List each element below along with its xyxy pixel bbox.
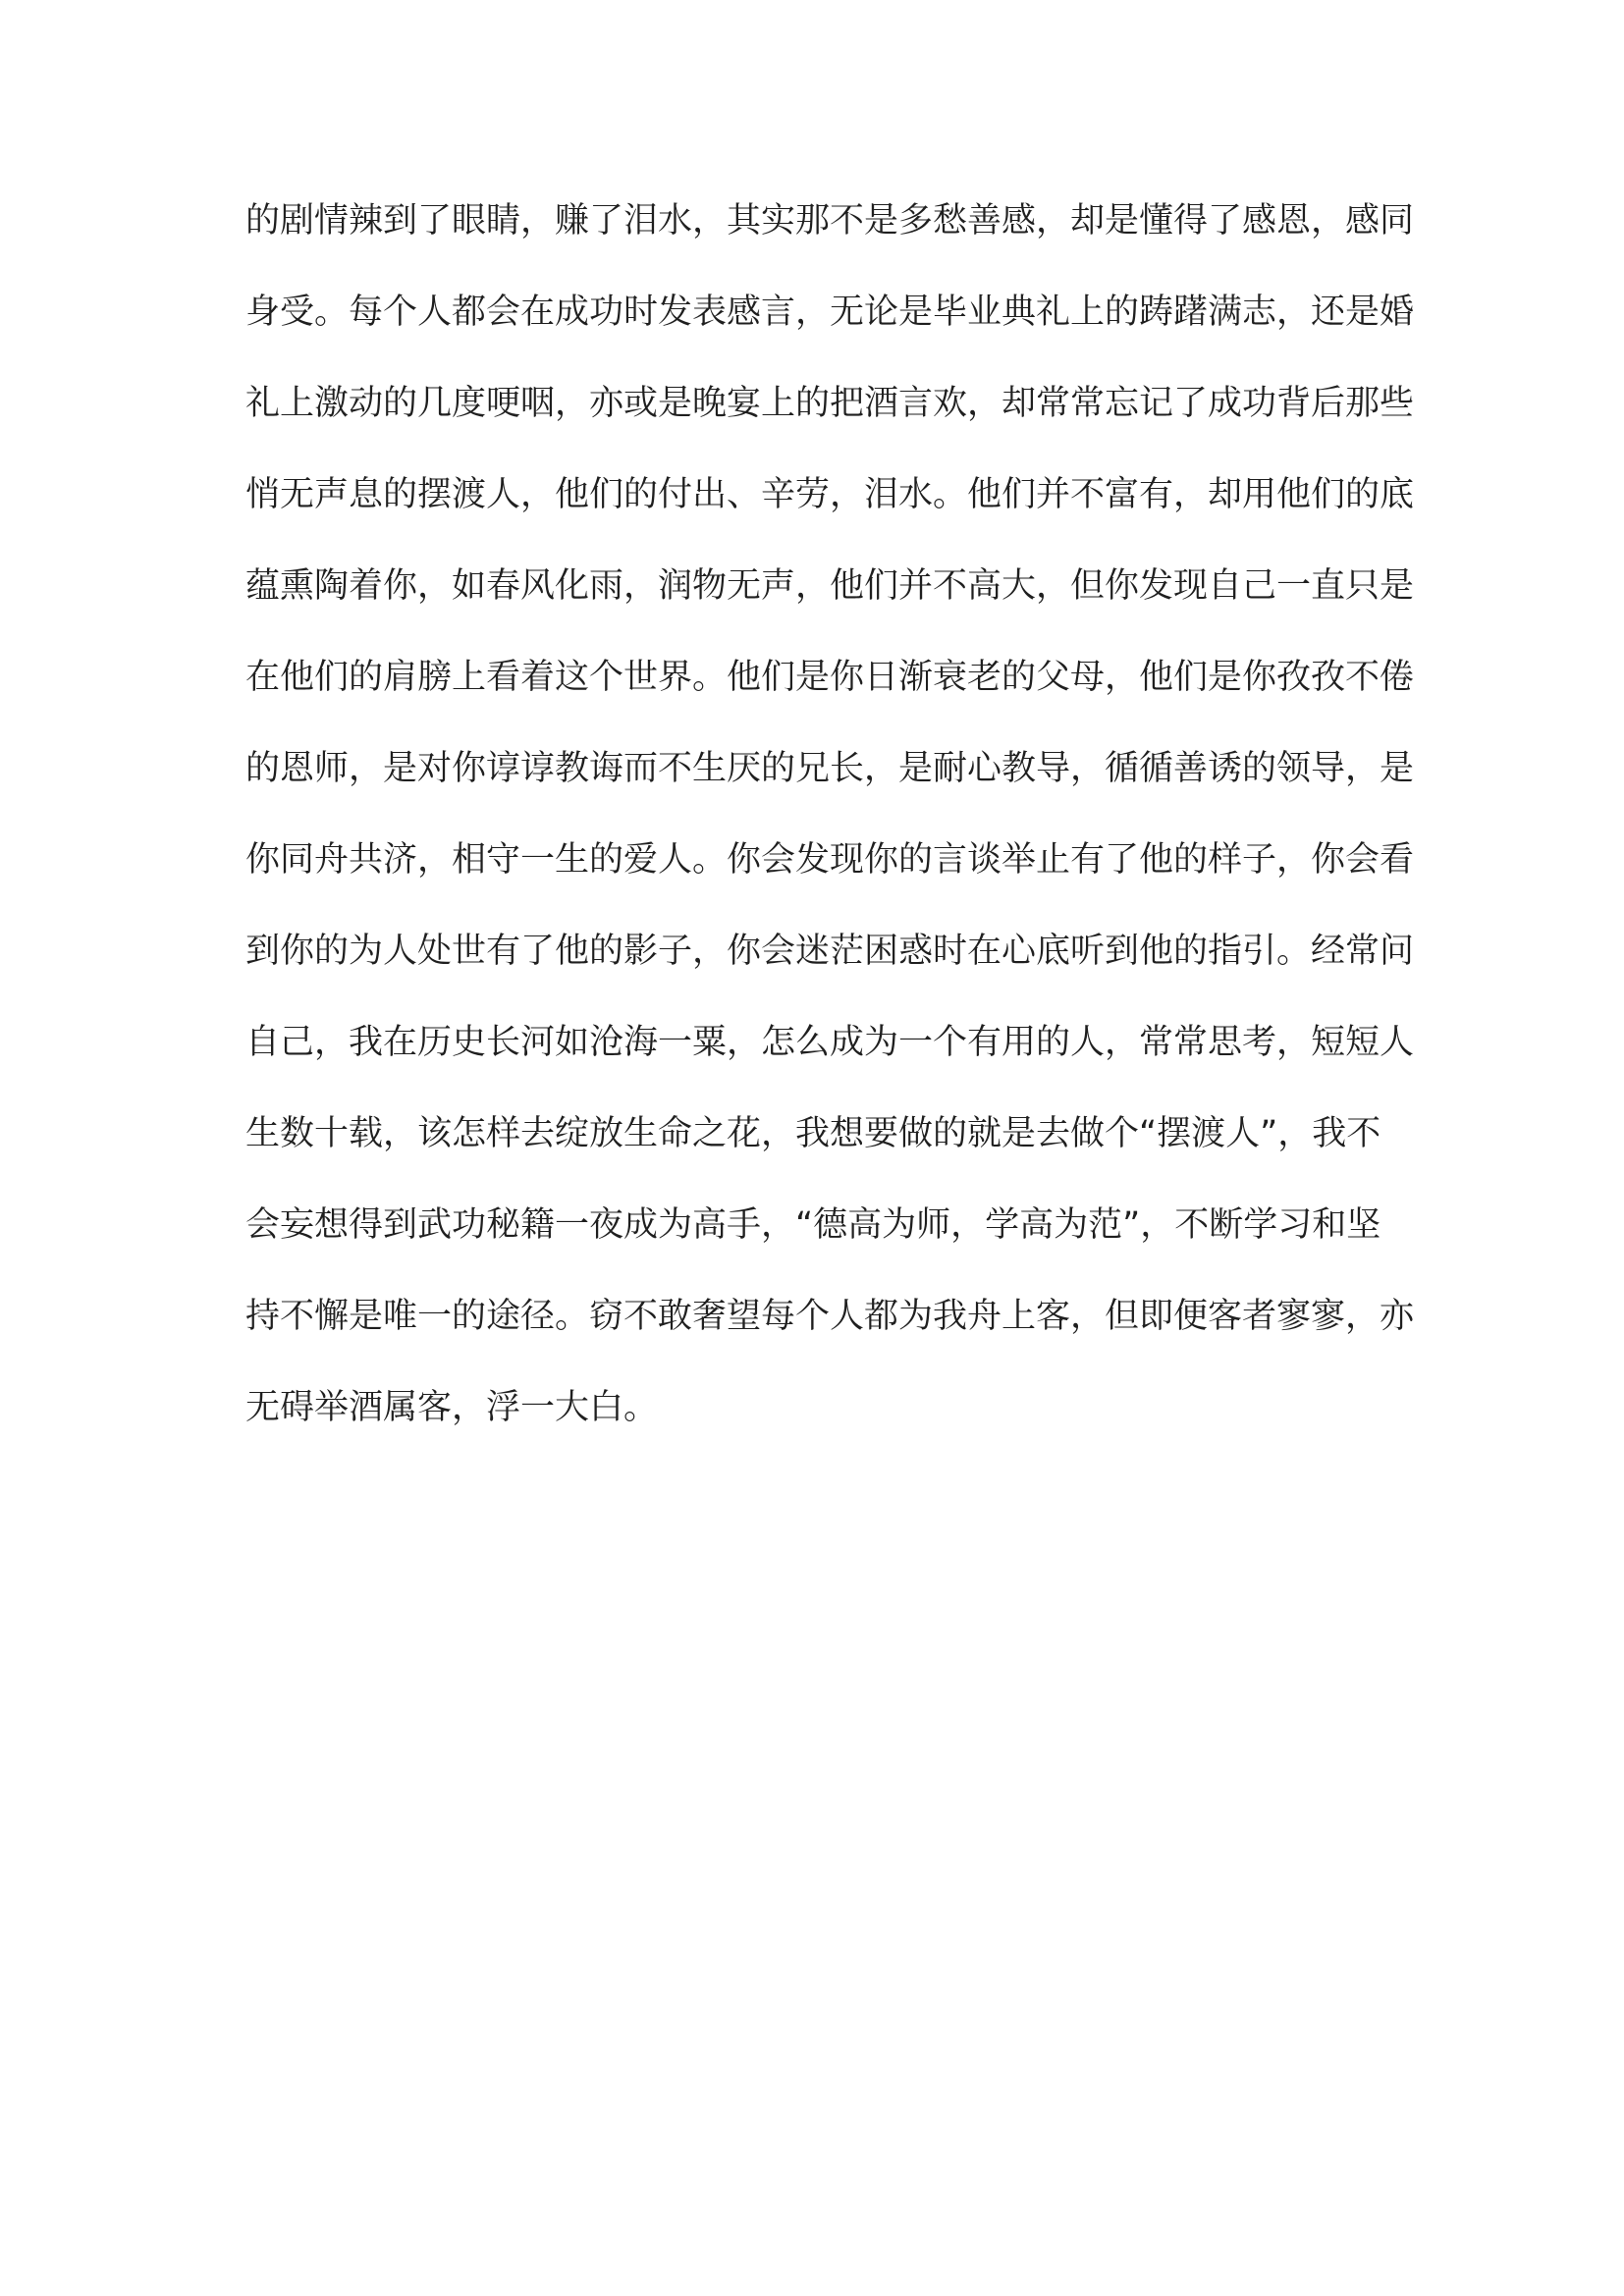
text-line: 你同舟共济，相守一生的爱人。你会发现你的言谈举止有了他的样子，你会看 bbox=[245, 840, 1415, 880]
text-line: 悄无声息的摆渡人，他们的付出、辛劳，泪水。他们并不富有，却用他们的底 bbox=[245, 475, 1415, 514]
text-line: 到你的为人处世有了他的影子，你会迷茫困惑时在心底听到他的指引。经常问 bbox=[245, 932, 1415, 971]
text-line: 在他们的肩膀上看着这个世界。他们是你日渐衰老的父母，他们是你孜孜不倦 bbox=[245, 658, 1415, 697]
body-paragraph bbox=[245, 191, 1415, 1469]
text-line: 无碍举酒属客，浮一大白。 bbox=[245, 1388, 659, 1427]
text-line: 蕴熏陶着你，如春风化雨，润物无声，他们并不高大，但你发现自己一直只是 bbox=[245, 566, 1415, 606]
text-line: 礼上激动的几度哽咽，亦或是晚宴上的把酒言欢，却常常忘记了成功背后那些 bbox=[245, 384, 1415, 423]
text-line: 自己，我在历史长河如沧海一粟，怎么成为一个有用的人，常常思考，短短人 bbox=[245, 1023, 1415, 1062]
text-line: 的恩师，是对你谆谆教诲而不生厌的兄长，是耐心教导，循循善诱的领导，是 bbox=[245, 749, 1415, 788]
text-line: 持不懈是唯一的途径。窃不敢奢望每个人都为我舟上客，但即便客者寥寥，亦 bbox=[245, 1297, 1415, 1336]
text-line: 的剧情辣到了眼睛，赚了泪水，其实那不是多愁善感，却是懂得了感恩，感同 bbox=[245, 201, 1415, 240]
text-line: 会妄想得到武功秘籍一夜成为高手，“德高为师，学高为范”，不断学习和坚 bbox=[245, 1205, 1381, 1245]
text-line: 身受。每个人都会在成功时发表感言，无论是毕业典礼上的踌躇满志，还是婚 bbox=[245, 293, 1415, 332]
text-line: 生数十载，该怎样去绽放生命之花，我想要做的就是去做个“摆渡人”，我不 bbox=[245, 1114, 1381, 1153]
